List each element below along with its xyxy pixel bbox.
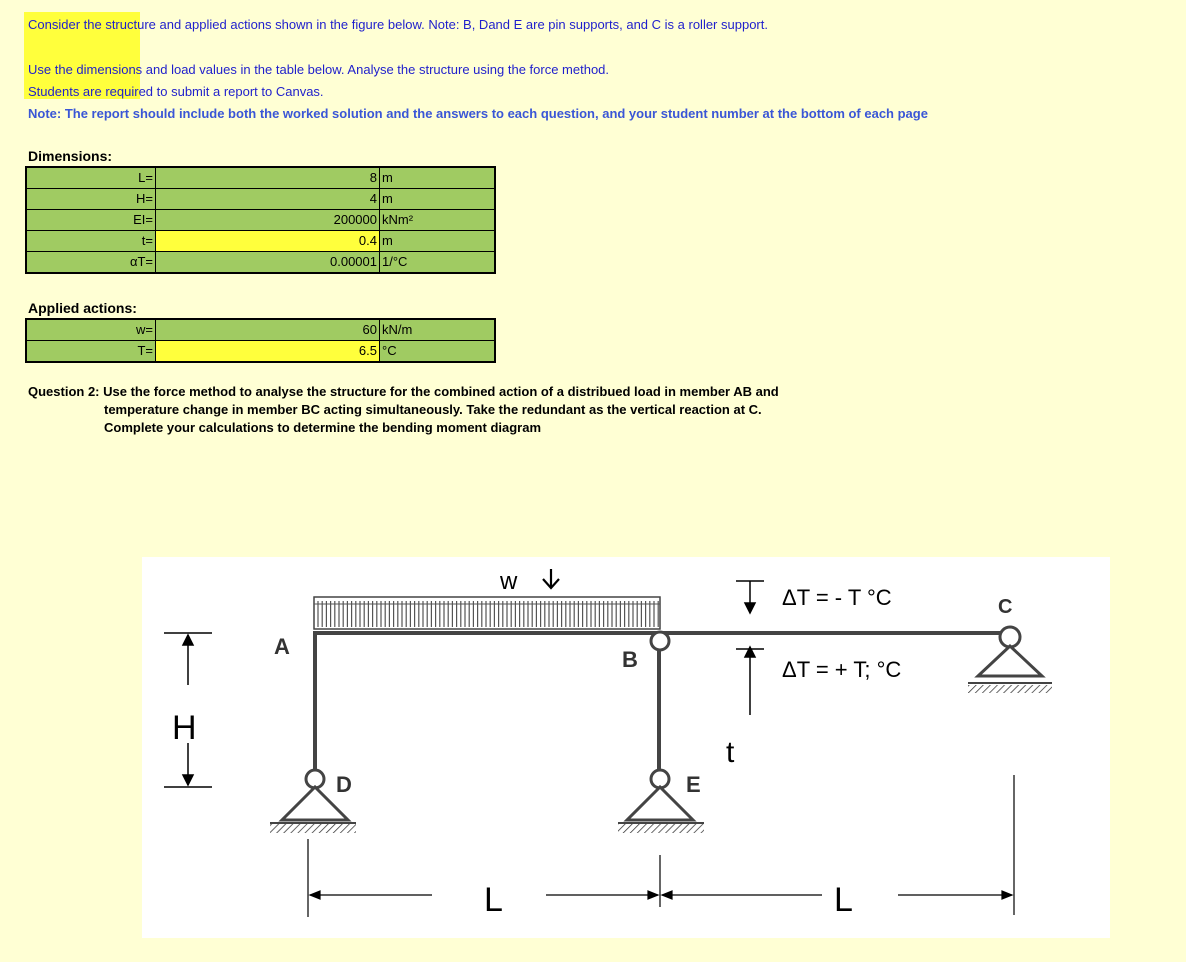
node-b-label: B [622,647,638,672]
node-e-label: E [686,772,701,797]
action-unit: kN/m [380,319,496,341]
dim-value[interactable]: 4 [156,189,380,210]
dim-value[interactable]: 200000 [156,210,380,231]
dimensions-title: Dimensions: [28,148,113,164]
dim-label: H= [26,189,156,210]
table-row [26,319,495,341]
node-d-label: D [336,772,352,797]
table-row [26,252,495,274]
temp-arrow-down-icon [736,581,764,613]
action-value[interactable]: 6.5 [156,341,380,363]
load-label: w [500,568,518,595]
table-row [26,189,495,210]
roller-support-c-icon [968,627,1052,693]
intro-note: Note: The report should include both the worked solution and the answers to each question, and your student number at the bottom of each page [28,106,928,121]
temp-top-label: ΔT = - T °C [782,585,892,610]
node-c-label: C [998,596,1013,618]
actions-table [25,318,496,363]
table-row [26,210,495,231]
thickness-label: t [726,736,735,769]
question-line-2: temperature change in member BC acting simultaneously. Take the redundant as the vertical reaction at C. [104,402,762,417]
dim-unit: m [380,231,496,252]
action-label: T= [26,341,156,363]
temp-arrow-up-icon [736,647,764,715]
dim-label: t= [26,231,156,252]
span-left-label: L [484,881,503,919]
dim-unit: m [380,167,496,189]
question-2 [28,383,779,437]
dim-label: αT= [26,252,156,274]
dim-value[interactable]: 0.00001 [156,252,380,274]
table-row [26,167,495,189]
span-right-label: L [834,881,853,919]
table-row [26,341,495,363]
frame-members [315,631,1008,769]
distributed-load [314,597,660,629]
question-line-3: Complete your calculations to determine the bending moment diagram [104,420,542,435]
node-a-label: A [274,634,290,659]
intro-line-3: Students are required to submit a report to Canvas. [28,84,324,99]
question-line-1: Question 2: Use the force method to analyse the structure for the combined action of a distribued load in member AB and [28,384,779,399]
temp-bottom-label: ΔT = + T; °C [782,657,902,682]
dim-label: L= [26,167,156,189]
load-arrow-icon [543,569,559,588]
action-unit: °C [380,341,496,363]
actions-title: Applied actions: [28,300,137,316]
structure-figure [142,557,1110,938]
intro-line-1: Consider the structure and applied actions shown in the figure below. Note: B, Dand E are pin supports, and C is a roller support. [28,17,768,32]
table-row [26,231,495,252]
dim-value[interactable]: 0.4 [156,231,380,252]
pin-b-icon [651,632,669,650]
action-label: w= [26,319,156,341]
dim-value[interactable]: 8 [156,167,380,189]
dimensions-table [25,166,496,274]
dim-unit: 1/°C [380,252,496,274]
structure-diagram [142,557,1110,938]
dim-unit: kNm² [380,210,496,231]
height-label: H [172,709,197,747]
dim-label: EI= [26,210,156,231]
action-value[interactable]: 60 [156,319,380,341]
intro-line-2: Use the dimensions and load values in the table below. Analyse the structure using the force method. [28,62,610,77]
dim-unit: m [380,189,496,210]
